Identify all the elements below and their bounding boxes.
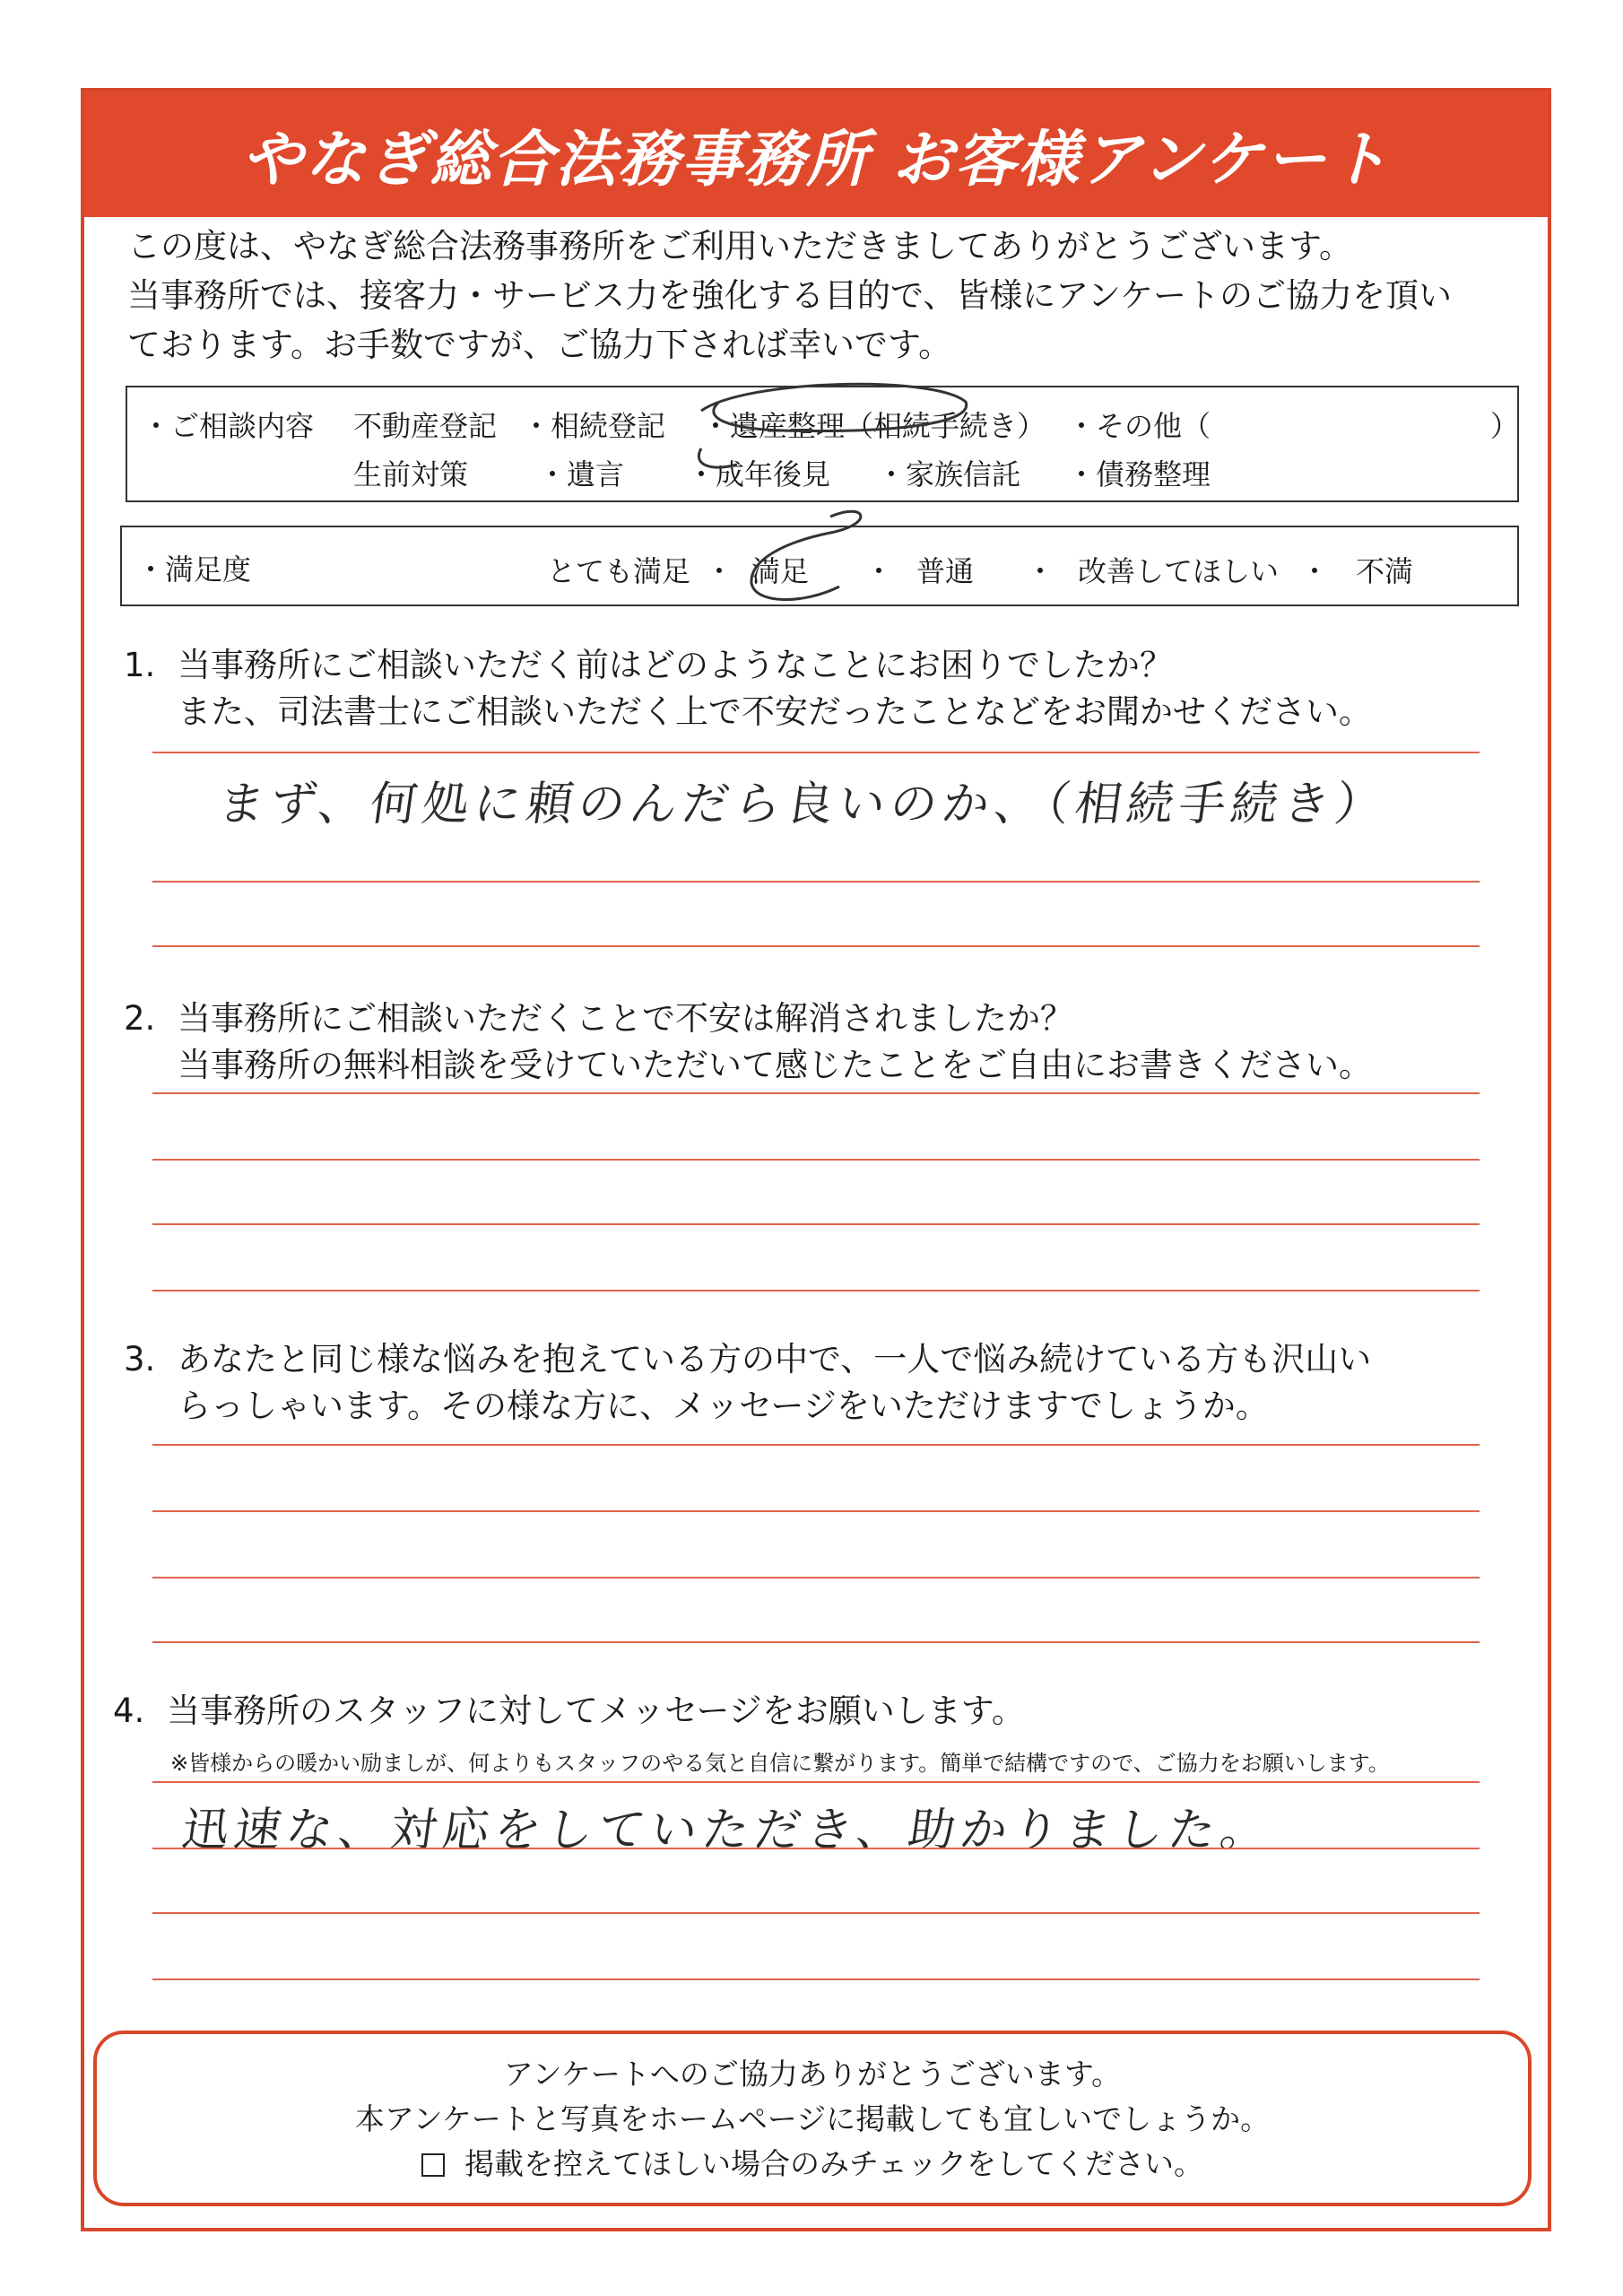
option-estate-settlement[interactable]: ・遺産整理（相続手続き） <box>701 409 1046 443</box>
question-text: 当事務所にご相談いただく前はどのようなことにお困りでしたか？ <box>178 646 1173 684</box>
answer-line <box>152 1912 1480 1914</box>
option-normal[interactable]: 普通 <box>916 554 975 588</box>
answer-line <box>152 1159 1480 1161</box>
answer-line <box>152 1979 1480 1980</box>
option-dissatisfied[interactable]: 不満 <box>1356 554 1414 588</box>
separator: ・ <box>1026 554 1055 588</box>
satisfaction-box <box>120 526 1519 606</box>
question-text: 当事務所にご相談いただくことで不安は解消されましたか？ <box>178 999 1073 1038</box>
option-other-close: ） <box>1490 409 1520 443</box>
question-text: あなたと同じ様な悩みを抱えている方の中で、一人で悩み続けている方も沢山い <box>178 1340 1372 1378</box>
question-text: らっしゃいます。その様な方に、メッセージをいただけますでしょうか。 <box>178 1387 1269 1425</box>
question-4 <box>113 1688 1025 1735</box>
answer-4-handwriting[interactable]: 迅速な、対応をしていただき、助かりました。 <box>178 1804 1277 1857</box>
survey-sheet <box>81 88 1551 2231</box>
option-very-satisfied[interactable]: とても満足 <box>547 554 691 588</box>
answer-line <box>152 1290 1480 1292</box>
question-text: 当事務所のスタッフに対してメッセージをお願いします。 <box>167 1692 1025 1730</box>
option-needs-improvement[interactable]: 改善してほしい <box>1078 554 1280 588</box>
question-2 <box>124 996 1372 1089</box>
answer-line <box>152 752 1480 753</box>
answer-line <box>152 1577 1480 1578</box>
answer-line <box>152 1510 1480 1512</box>
question-1 <box>124 642 1372 735</box>
option-debt[interactable]: ・債務整理 <box>1067 457 1211 491</box>
answer-line <box>152 1641 1480 1643</box>
separator: ・ <box>1300 554 1330 588</box>
publish-optout-label: 掲載を控えてほしい場合のみチェックをしてください。 <box>464 2146 1203 2181</box>
publish-optout-row <box>97 2142 1528 2187</box>
option-inheritance-registration[interactable]: ・相続登記 <box>522 409 666 443</box>
option-will[interactable]: ・遺言 <box>538 457 625 491</box>
option-estate-planning[interactable]: 生前対策 <box>353 457 469 491</box>
answer-1-handwriting[interactable]: まず、何処に頼のんだら良いのか、（相続手続き） <box>214 778 1392 831</box>
question-4-note: ※皆様からの暖かい励ましが、何よりもスタッフのやる気と自信に繋がります。簡単で結構ですので、ご協力をお願いします。 <box>170 1751 1390 1776</box>
satisfaction-label: ・満足度 <box>136 552 252 587</box>
answer-line <box>152 1781 1480 1783</box>
answer-line <box>152 1848 1480 1849</box>
question-number: 3. <box>124 1340 156 1378</box>
option-satisfied[interactable]: 満足 <box>751 554 810 588</box>
separator: ・ <box>864 554 894 588</box>
footer-line: 本アンケートと写真をホームページに掲載しても宜しいでしょうか。 <box>354 2101 1271 2136</box>
intro-line: ております。お手数ですが、ご協力下されば幸いです。 <box>127 326 952 364</box>
question-number: 4. <box>113 1692 145 1730</box>
intro-line: 当事務所では、接客力・サービス力を強化する目的で、皆様にアンケートのご協力を頂い <box>127 276 1453 315</box>
footer-line: アンケートへのご協力ありがとうございます。 <box>503 2057 1122 2092</box>
question-text: 当事務所の無料相談を受けていただいて感じたことをご自由にお書きください。 <box>178 1046 1372 1084</box>
question-3 <box>124 1336 1371 1430</box>
answer-line <box>152 1223 1480 1225</box>
question-text: また、司法書士にご相談いただく上で不安だったことなどをお聞かせください。 <box>178 692 1372 731</box>
intro-line: この度は、やなぎ総合法務事務所をご利用いただきましてありがとうございます。 <box>127 227 1353 265</box>
option-real-estate[interactable]: 不動産登記 <box>353 409 498 443</box>
question-number: 1. <box>124 646 156 684</box>
intro-text <box>127 222 1526 370</box>
publish-optout-checkbox[interactable] <box>421 2153 445 2177</box>
answer-line <box>152 945 1480 947</box>
footer-box <box>93 2031 1532 2206</box>
consultation-label: ・ご相談内容 <box>142 409 315 443</box>
option-other[interactable]: ・その他（ <box>1067 409 1211 443</box>
header-banner <box>84 91 1548 217</box>
answer-line <box>152 881 1480 883</box>
answer-line <box>152 1092 1480 1094</box>
answer-line <box>152 1444 1480 1446</box>
option-family-trust[interactable]: ・家族信託 <box>877 457 1021 491</box>
page-title: やなぎ総合法務事務所 お客様アンケート <box>241 124 1391 196</box>
separator: ・ <box>705 554 734 588</box>
option-guardianship[interactable]: ・成年後見 <box>687 457 831 491</box>
consultation-box <box>126 386 1519 502</box>
question-number: 2. <box>124 999 156 1038</box>
